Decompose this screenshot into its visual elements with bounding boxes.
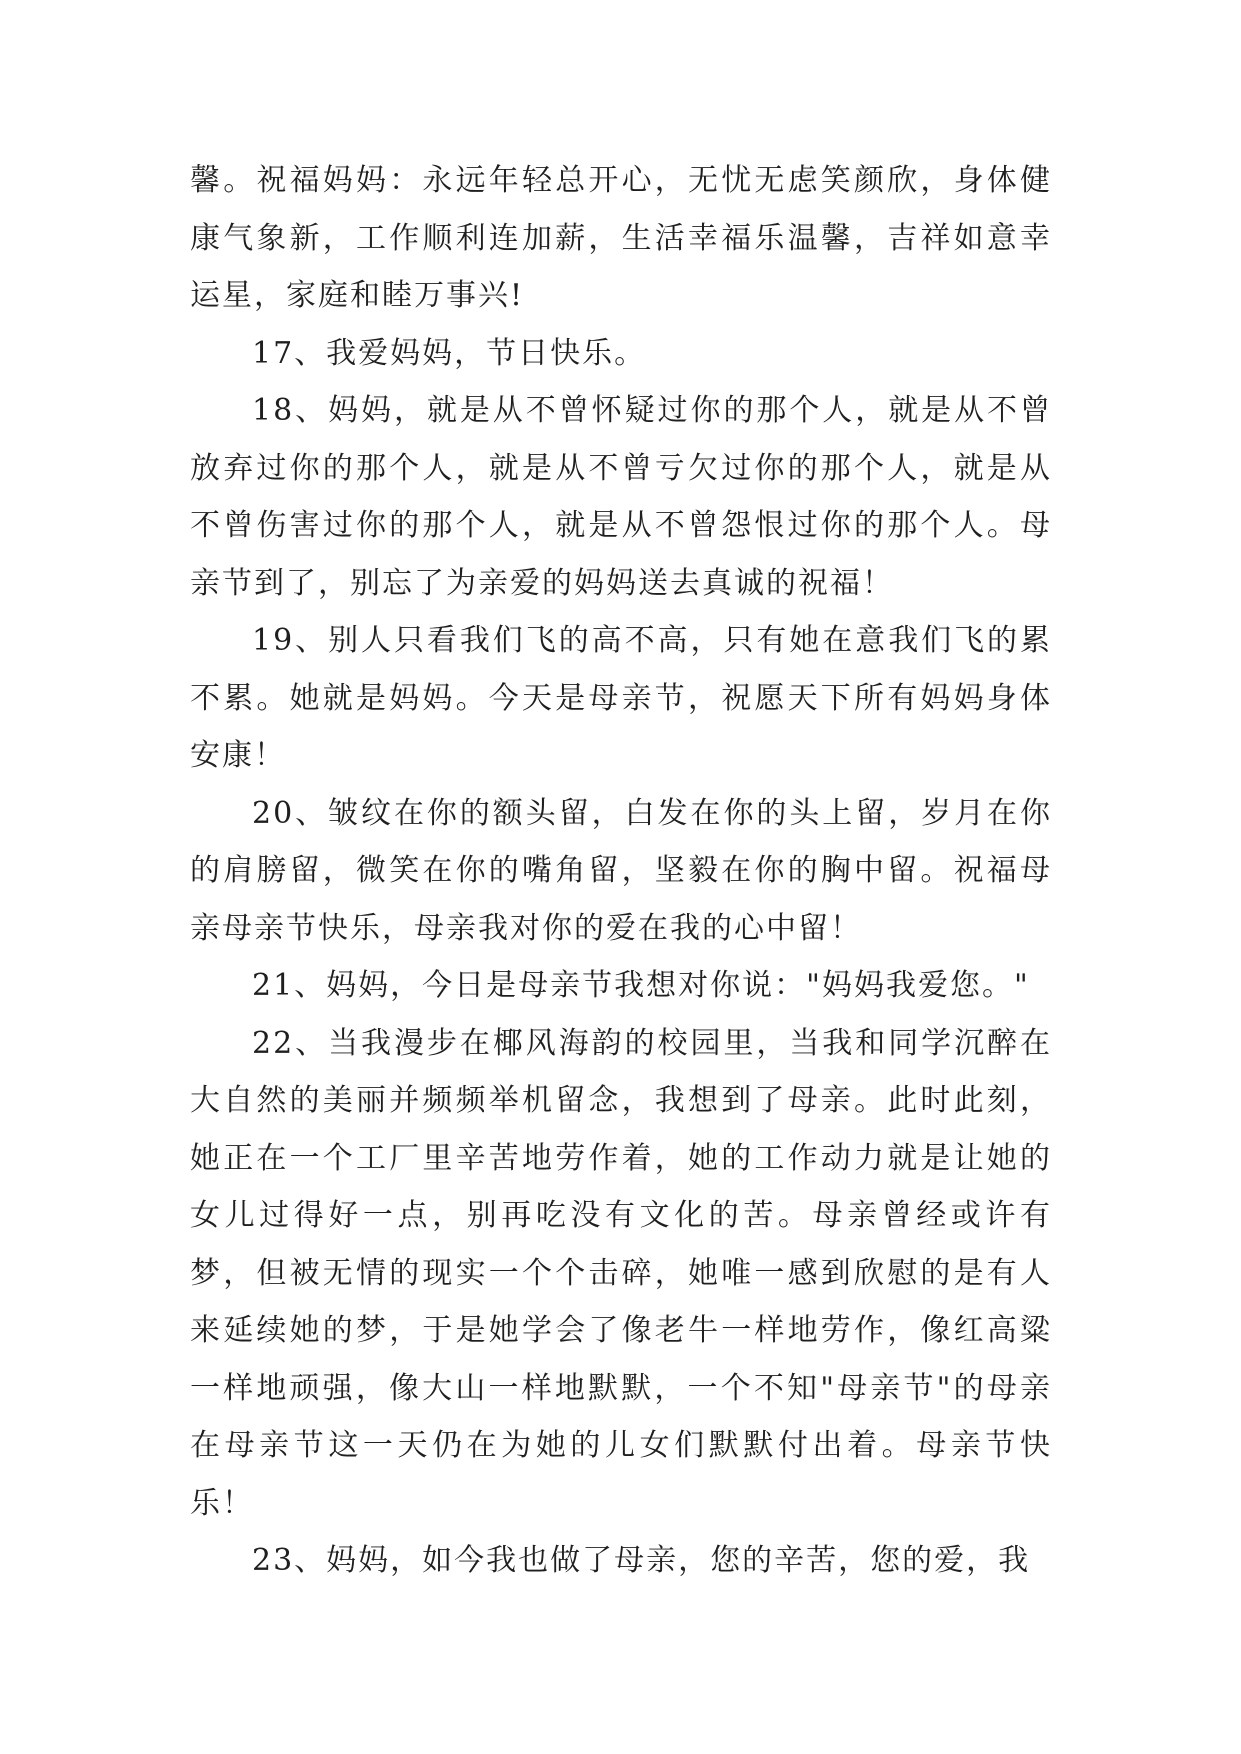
document-body — [190, 152, 1052, 1590]
paragraph-18: 18、妈妈，就是从不曾怀疑过你的那个人，就是从不曾放弃过你的那个人，就是从不曾亏欠过你的那个人，就是从不曾伤害过你的那个人，就是从不曾怨恨过你的那个人。母亲节到了，别忘了为亲爱的妈妈送去真诚的祝福！ — [190, 393, 1052, 601]
paragraph-20: 20、皱纹在你的额头留，白发在你的头上留，岁月在你的肩膀留，微笑在你的嘴角留，坚毅在你的胸中留。祝福母亲母亲节快乐，母亲我对你的爱在我的心中留！ — [190, 795, 1052, 946]
paragraph-19: 19、别人只看我们飞的高不高，只有她在意我们飞的累不累。她就是妈妈。今天是母亲节，祝愿天下所有妈妈身体安康！ — [190, 623, 1052, 773]
paragraph-continuation: 馨。祝福妈妈：永远年轻总开心，无忧无虑笑颜欣，身体健康气象新，工作顺利连加薪，生活幸福乐温馨，吉祥如意幸运星，家庭和睦万事兴! — [190, 163, 1052, 313]
paragraph-21: 21、妈妈，今日是母亲节我想对你说："妈妈我爱您。" — [252, 968, 1030, 1003]
paragraph-23: 23、妈妈，如今我也做了母亲，您的辛苦，您的爱，我 — [252, 1543, 1031, 1578]
paragraph-17: 17、我爱妈妈，节日快乐。 — [252, 335, 647, 371]
paragraph-22: 22、当我漫步在椰风海韵的校园里，当我和同学沉醉在大自然的美丽并频频举机留念，我想到了母亲。此时此刻，她正在一个工厂里辛苦地劳作着，她的工作动力就是让她的女儿过得好一点，别再吃没有文化的苦。母亲曾经或许有梦，但被无情的现实一个个击碎，她唯一感到欣慰的是有人来延续她的梦，于是她学会了像老牛一样地劳作，像红高粱一样地顽强，像大山一样地默默，一个不知"母亲节"的母亲在母亲节这一天仍在为她的儿女们默默付出着。母亲节快乐！ — [190, 1025, 1052, 1521]
